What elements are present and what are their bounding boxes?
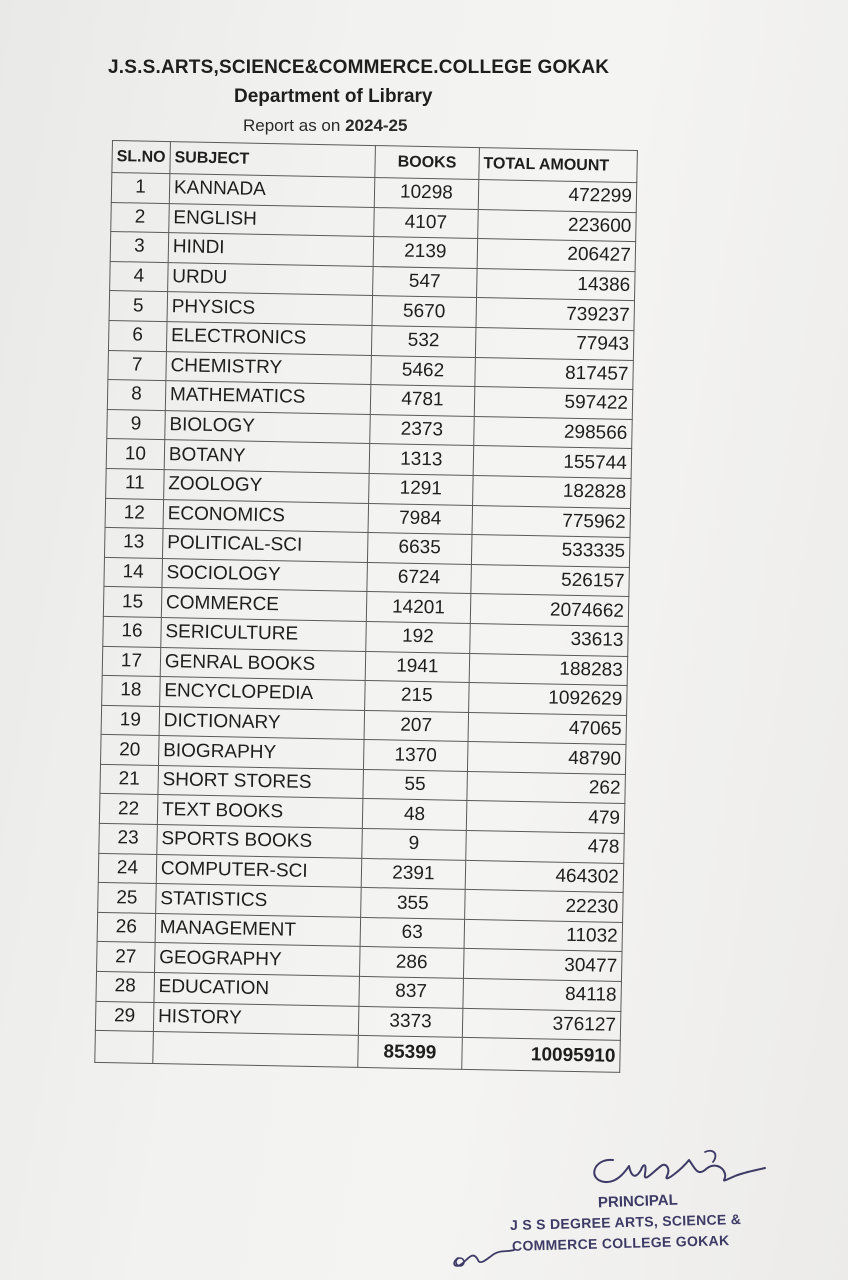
cell-total-amount: 30477 <box>463 949 622 982</box>
cell-subject: GENRAL BOOKS <box>160 647 366 681</box>
cell-subject: SERICULTURE <box>161 617 367 651</box>
cell-total-amount: 478 <box>466 830 625 863</box>
cell-subject: ECONOMICS <box>163 499 369 533</box>
total-amount: 10095910 <box>462 1038 621 1073</box>
cell-subject: MATHEMATICS <box>165 381 371 415</box>
cell-total-amount: 14386 <box>476 268 635 301</box>
cell-total-amount: 84118 <box>463 978 622 1011</box>
cell-slno: 3 <box>110 232 168 263</box>
cell-books: 215 <box>364 681 469 713</box>
cell-total-amount: 155744 <box>473 446 632 479</box>
department-title: Department of Library <box>234 86 433 107</box>
cell-books: 6635 <box>367 533 472 565</box>
cell-books: 4781 <box>370 385 475 417</box>
cell-total-amount: 472299 <box>478 180 637 213</box>
cell-total-amount: 775962 <box>472 505 631 538</box>
handwritten-signature-icon <box>585 1140 775 1200</box>
stamp-principal-title: PRINCIPAL <box>597 1191 679 1212</box>
library-report-table <box>94 140 638 1073</box>
cell-subject: URDU <box>167 262 373 296</box>
cell-books: 547 <box>372 266 477 298</box>
cell-books: 2391 <box>361 858 466 890</box>
cell-slno: 18 <box>102 676 160 707</box>
cell-total-amount: 2074662 <box>470 594 629 627</box>
cell-subject: BIOLOGY <box>165 410 371 444</box>
cell-subject: EDUCATION <box>154 972 360 1006</box>
cell-total-amount: 188283 <box>469 653 628 686</box>
cell-total-amount: 77943 <box>475 327 634 360</box>
cell-total-amount: 526157 <box>471 564 630 597</box>
cell-books: 1370 <box>363 740 468 772</box>
cell-total-amount: 479 <box>466 801 625 834</box>
cell-books: 286 <box>359 947 464 979</box>
stamp-college-line-2: COMMERCE COLLEGE GOKAK <box>511 1232 730 1254</box>
total-blank-sl <box>95 1031 153 1064</box>
cell-subject: BOTANY <box>164 440 370 474</box>
cell-books: 837 <box>359 976 464 1008</box>
cell-subject: CHEMISTRY <box>166 351 372 385</box>
cell-books: 48 <box>362 799 467 831</box>
cell-subject: POLITICAL-SCI <box>162 529 368 563</box>
cell-subject: HISTORY <box>153 1002 359 1036</box>
cell-subject: SHORT STORES <box>158 765 364 799</box>
cell-subject: PHYSICS <box>167 292 373 326</box>
cell-books: 2139 <box>373 237 478 269</box>
cell-slno: 12 <box>105 498 163 529</box>
cell-subject: KANNADA <box>169 174 375 208</box>
column-header-subject: SUBJECT <box>170 142 376 178</box>
cell-subject: ELECTRONICS <box>166 322 372 356</box>
cell-books: 355 <box>361 888 466 920</box>
cell-total-amount: 739237 <box>476 298 635 331</box>
cell-books: 1313 <box>369 444 474 476</box>
college-title: J.S.S.ARTS,SCIENCE&COMMERCE.COLLEGE GOKAK <box>108 57 610 78</box>
cell-books: 1941 <box>365 651 470 683</box>
cell-total-amount: 1092629 <box>468 683 627 716</box>
cell-total-amount: 533335 <box>471 535 630 568</box>
cell-books: 10298 <box>374 178 479 210</box>
cell-slno: 5 <box>109 291 167 322</box>
cell-books: 55 <box>363 769 468 801</box>
cell-slno: 11 <box>106 468 164 499</box>
cell-books: 5670 <box>372 296 477 328</box>
total-blank-subject <box>153 1032 359 1068</box>
cell-subject: DICTIONARY <box>159 706 365 740</box>
cell-subject: ZOOLOGY <box>164 469 370 503</box>
cell-books: 532 <box>371 325 476 357</box>
cell-slno: 27 <box>97 942 155 973</box>
cell-total-amount: 48790 <box>467 742 626 775</box>
column-header-slno: SL.NO <box>112 141 170 174</box>
cell-total-amount: 33613 <box>470 623 629 656</box>
cell-slno: 16 <box>103 616 161 647</box>
cell-slno: 26 <box>97 912 155 943</box>
cell-total-amount: 11032 <box>464 919 623 952</box>
cell-books: 207 <box>364 710 469 742</box>
cell-subject: ENGLISH <box>169 203 375 237</box>
cell-books: 14201 <box>366 592 471 624</box>
cell-subject: STATISTICS <box>156 884 362 918</box>
cell-slno: 8 <box>107 380 165 411</box>
cell-total-amount: 223600 <box>478 209 637 242</box>
cell-slno: 7 <box>108 350 166 381</box>
cell-subject: GEOGRAPHY <box>154 943 360 977</box>
cell-subject: SOCIOLOGY <box>162 558 368 592</box>
cell-slno: 21 <box>100 764 158 795</box>
cell-books: 2373 <box>370 414 475 446</box>
cell-slno: 15 <box>103 587 161 618</box>
cell-subject: MANAGEMENT <box>155 913 361 947</box>
cell-total-amount: 47065 <box>468 712 627 745</box>
cell-total-amount: 262 <box>467 771 626 804</box>
cell-slno: 17 <box>102 646 160 677</box>
report-date <box>243 116 407 136</box>
column-header-total-amount: TOTAL AMOUNT <box>479 148 638 183</box>
cell-total-amount: 817457 <box>475 357 634 390</box>
cell-books: 192 <box>366 621 471 653</box>
cell-books: 6724 <box>367 562 472 594</box>
report-year: 2024-25 <box>345 116 408 135</box>
column-header-books: BOOKS <box>375 146 480 180</box>
cell-total-amount: 597422 <box>474 387 633 420</box>
cell-slno: 23 <box>99 823 157 854</box>
cell-books: 4107 <box>374 207 479 239</box>
cell-slno: 13 <box>104 528 162 559</box>
cell-slno: 20 <box>101 735 159 766</box>
cell-total-amount: 298566 <box>474 416 633 449</box>
initials-mark-icon <box>448 1238 518 1272</box>
cell-slno: 28 <box>96 971 154 1002</box>
cell-slno: 14 <box>104 557 162 588</box>
cell-slno: 4 <box>110 261 168 292</box>
cell-books: 9 <box>362 828 467 860</box>
cell-slno: 24 <box>98 853 156 884</box>
cell-subject: COMMERCE <box>161 588 367 622</box>
cell-slno: 22 <box>99 794 157 825</box>
cell-books: 7984 <box>368 503 473 535</box>
cell-slno: 19 <box>101 705 159 736</box>
cell-subject: COMPUTER-SCI <box>156 854 362 888</box>
total-books: 85399 <box>358 1036 463 1070</box>
cell-total-amount: 182828 <box>472 475 631 508</box>
cell-books: 3373 <box>358 1006 463 1038</box>
cell-slno: 9 <box>107 409 165 440</box>
cell-books: 5462 <box>371 355 476 387</box>
stamp-college-line-1: J S S DEGREE ARTS, SCIENCE & <box>509 1210 742 1234</box>
cell-total-amount: 22230 <box>464 890 623 923</box>
cell-slno: 29 <box>95 1001 153 1032</box>
cell-subject: ENCYCLOPEDIA <box>160 677 366 711</box>
cell-slno: 6 <box>108 320 166 351</box>
cell-subject: SPORTS BOOKS <box>157 825 363 859</box>
cell-subject: HINDI <box>168 233 374 267</box>
cell-slno: 25 <box>98 883 156 914</box>
cell-books: 63 <box>360 917 465 949</box>
cell-total-amount: 206427 <box>477 239 636 272</box>
cell-slno: 2 <box>111 202 169 233</box>
cell-slno: 10 <box>106 439 164 470</box>
cell-slno: 1 <box>111 173 169 204</box>
cell-subject: BIOGRAPHY <box>158 736 364 770</box>
cell-total-amount: 376127 <box>462 1008 621 1041</box>
cell-total-amount: 464302 <box>465 860 624 893</box>
cell-subject: TEXT BOOKS <box>157 795 363 829</box>
cell-books: 1291 <box>368 473 473 505</box>
report-prefix: Report as on <box>243 116 341 135</box>
